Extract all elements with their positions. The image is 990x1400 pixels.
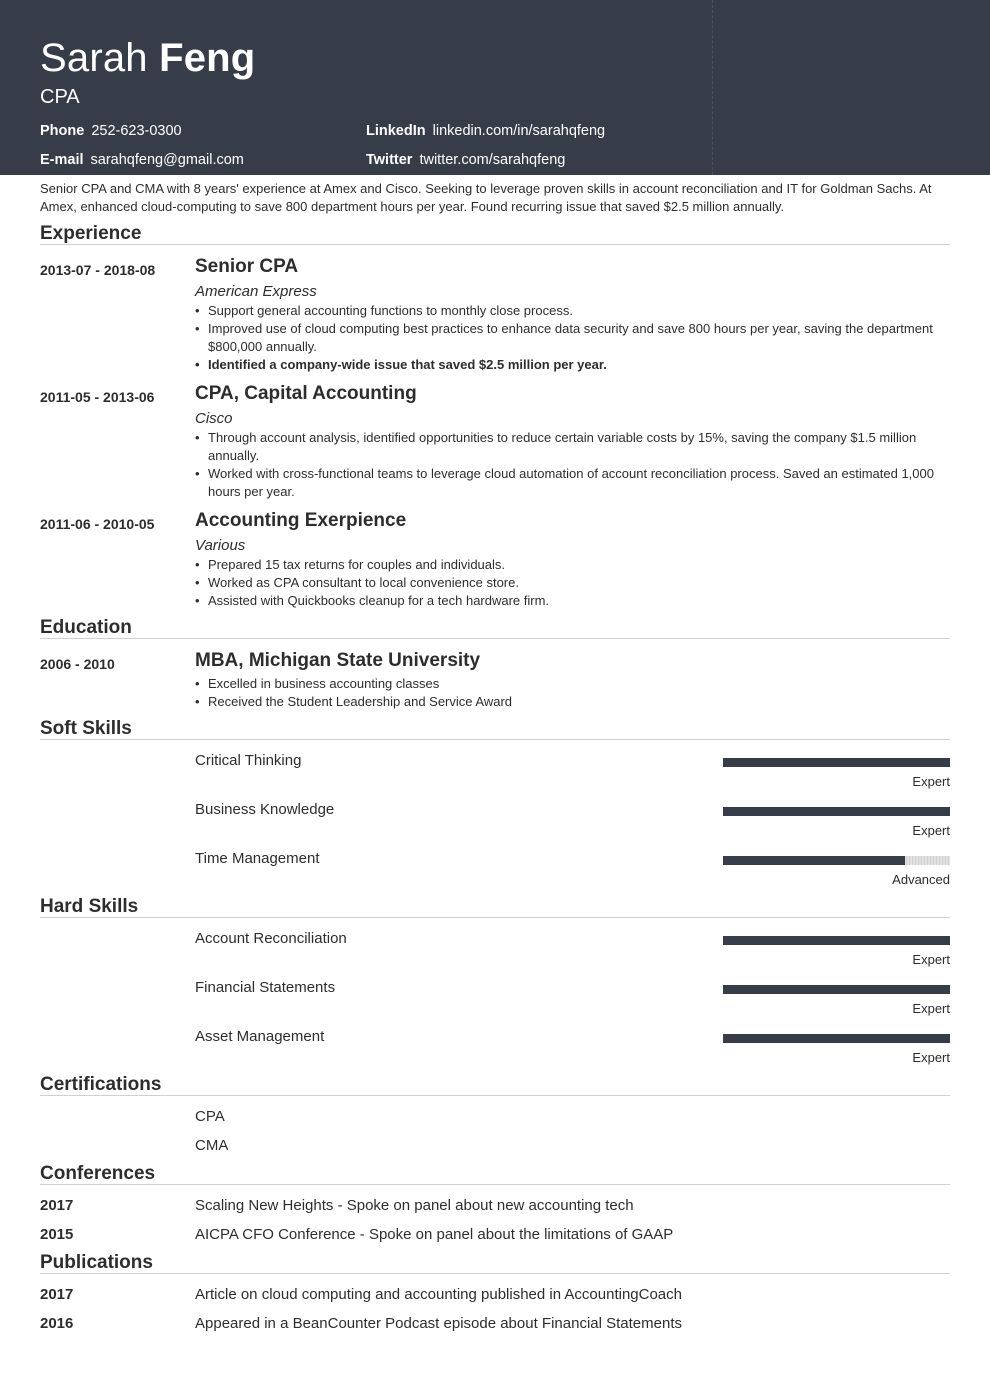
resume-header: [0, 0, 990, 175]
publication-text: Appeared in a BeanCounter Podcast episode about Financial Statements: [195, 1315, 682, 1332]
contact-value[interactable]: linkedin.com/in/sarahqfeng: [432, 123, 606, 139]
publication-year: 2016: [40, 1315, 74, 1332]
list-item: • Support general accounting functions to monthly close process.: [195, 302, 950, 320]
section-title-experience: Experience: [40, 223, 142, 244]
section-title-conferences: Conferences: [40, 1163, 156, 1184]
section-rule: [40, 739, 950, 740]
job-dates: 2011-05 - 2013-06: [40, 389, 155, 405]
conference-text: AICPA CFO Conference - Spoke on panel about the limitations of GAAP: [195, 1226, 674, 1243]
publication-text: Article on cloud computing and accounting published in AccountingCoach: [195, 1286, 682, 1303]
section-title-certifications: Certifications: [40, 1074, 162, 1095]
section-rule: [40, 1184, 950, 1185]
certification-item: CMA: [195, 1137, 229, 1154]
skill-bar: [723, 758, 950, 767]
contact-twitter: [366, 151, 565, 169]
contact-label: LinkedIn: [366, 123, 426, 139]
skill-name: Time Management: [195, 850, 320, 867]
contact-phone: [40, 122, 182, 140]
job-bullets: [195, 429, 950, 501]
job-company: American Express: [195, 283, 317, 300]
education-dates: 2006 - 2010: [40, 656, 115, 672]
section-rule: [40, 917, 950, 918]
skill-bar-fill: [723, 807, 950, 816]
skill-level: Expert: [912, 774, 950, 789]
skill-bar-fill: [723, 856, 905, 865]
job-dates: 2013-07 - 2018-08: [40, 262, 156, 278]
contact-email: [40, 151, 244, 169]
contact-value[interactable]: twitter.com/sarahqfeng: [419, 152, 566, 168]
contact-label: Twitter: [366, 152, 413, 168]
contact-label: E-mail: [40, 152, 84, 168]
contact-label: Phone: [40, 123, 85, 139]
contact-linkedin: [366, 122, 605, 140]
section-rule: [40, 244, 950, 245]
skill-bar-fill: [723, 758, 950, 767]
skill-bar-fill: [723, 936, 950, 945]
skill-name: Asset Management: [195, 1028, 325, 1045]
skill-level: Expert: [912, 823, 950, 838]
contact-value: 252-623-0300: [91, 123, 182, 139]
list-item: • Prepared 15 tax returns for couples and individuals.: [195, 556, 950, 574]
list-item: • Worked with cross-functional teams to leverage cloud automation of account reconciliation process. Saved an estimated 1,000 hours per year.: [195, 465, 950, 501]
skill-bar-fill: [723, 985, 950, 994]
certification-item: CPA: [195, 1108, 225, 1125]
education-degree: MBA, Michigan State University: [195, 650, 481, 671]
section-rule: [40, 1273, 950, 1274]
job-bullets: [195, 556, 950, 610]
education-bullets: [195, 675, 950, 711]
skill-name: Business Knowledge: [195, 801, 335, 818]
section-title-education: Education: [40, 617, 132, 638]
job-title: Accounting Exerpience: [195, 510, 407, 531]
section-rule: [40, 1095, 950, 1096]
skill-bar: [723, 1034, 950, 1043]
skill-level: Expert: [912, 952, 950, 967]
list-item: • Improved use of cloud computing best practices to enhance data security and save 800 hours per year, saving the department $800,000 annually.: [195, 320, 950, 356]
skill-bar-fill: [723, 1034, 950, 1043]
contact-value[interactable]: sarahqfeng@gmail.com: [90, 152, 244, 168]
job-company: Various: [195, 537, 246, 554]
skill-level: Expert: [912, 1050, 950, 1065]
skill-bar: [723, 856, 950, 865]
section-title-soft-skills: Soft Skills: [40, 718, 132, 739]
section-title-publications: Publications: [40, 1252, 153, 1273]
job-dates: 2011-06 - 2010-05: [40, 516, 155, 532]
job-title: CPA, Capital Accounting: [195, 383, 417, 404]
list-item: • Received the Student Leadership and Service Award: [195, 693, 950, 711]
list-item: • Identified a company-wide issue that saved $2.5 million per year.: [195, 356, 950, 374]
job-title: Senior CPA: [195, 256, 299, 277]
skill-bar: [723, 985, 950, 994]
list-item: • Through account analysis, identified opportunities to reduce certain variable costs by 15%, saving the company $1.5 million annually.: [195, 429, 950, 465]
section-rule: [40, 638, 950, 639]
skill-name: Account Reconciliation: [195, 930, 347, 947]
list-item: • Excelled in business accounting classes: [195, 675, 950, 693]
header-divider: [712, 0, 713, 175]
skill-name: Critical Thinking: [195, 752, 302, 769]
conference-year: 2017: [40, 1197, 74, 1214]
candidate-name: [40, 36, 255, 80]
publication-year: 2017: [40, 1286, 74, 1303]
section-title-hard-skills: Hard Skills: [40, 896, 139, 917]
job-bullets: [195, 302, 950, 374]
summary: Senior CPA and CMA with 8 years' experience at Amex and Cisco. Seeking to leverage proven skills in account reconciliation and IT for Goldman Sachs. At Amex, enhanced cloud-computing to save 800 department hours per year. Found recurring issue that saved $2.5 million annually.: [40, 181, 932, 214]
conference-year: 2015: [40, 1226, 74, 1243]
first-name: Sarah: [40, 36, 148, 80]
conference-text: Scaling New Heights - Spoke on panel about new accounting tech: [195, 1197, 634, 1214]
skill-level: Expert: [912, 1001, 950, 1016]
candidate-title: CPA: [40, 86, 80, 108]
job-company: Cisco: [195, 410, 233, 427]
skill-bar: [723, 936, 950, 945]
list-item: • Worked as CPA consultant to local convenience store.: [195, 574, 950, 592]
skill-bar: [723, 807, 950, 816]
skill-level: Advanced: [892, 872, 950, 887]
list-item: • Assisted with Quickbooks cleanup for a tech hardware firm.: [195, 592, 950, 610]
last-name: Feng: [159, 36, 256, 80]
skill-name: Financial Statements: [195, 979, 336, 996]
